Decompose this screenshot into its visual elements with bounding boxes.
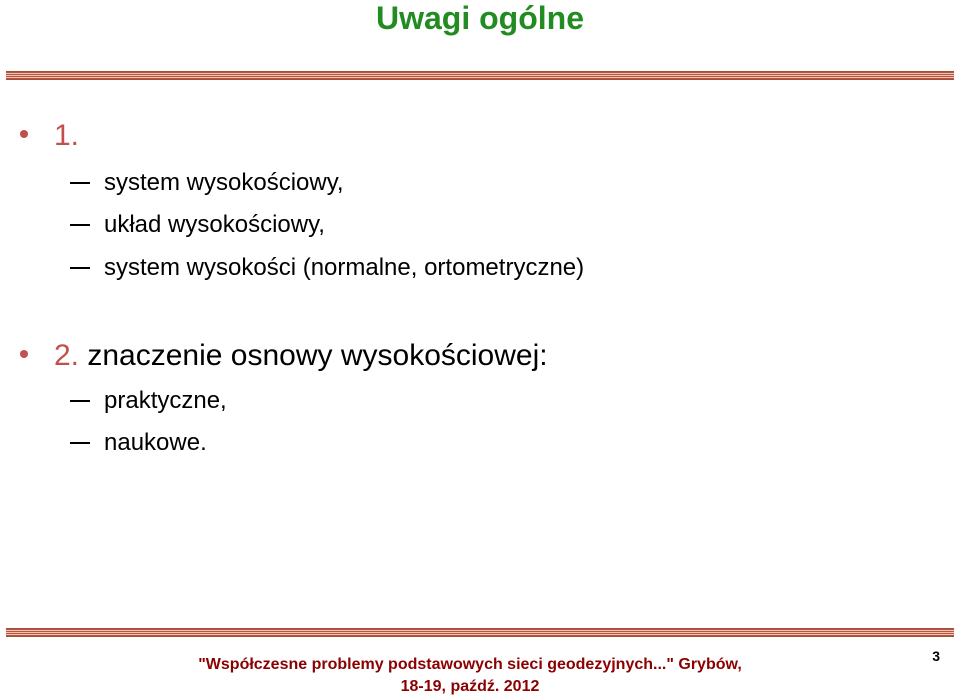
list-item — [70, 428, 207, 458]
list-item-text: układ wysokościowy, — [104, 211, 325, 238]
bottom-divider — [6, 628, 954, 637]
list-item — [70, 253, 584, 283]
top-divider — [6, 71, 954, 80]
dash-icon — [70, 442, 90, 444]
dash-icon — [70, 267, 90, 269]
footer-line-2: 18-19, paźdź. 2012 — [400, 678, 540, 695]
dash-icon — [70, 182, 90, 184]
list-item — [70, 210, 325, 240]
list-item-text: naukowe. — [104, 429, 207, 456]
bullet-dot-icon — [20, 350, 28, 358]
list-item-text: praktyczne, — [104, 387, 227, 414]
dash-icon — [70, 224, 90, 226]
slide-title: Uwagi ogólne — [376, 0, 584, 36]
list-item-text: system wysokościowy, — [104, 169, 344, 196]
section-1-number: 1. — [54, 119, 80, 152]
list-item-text: system wysokości (normalne, ortometryczne) — [104, 254, 585, 281]
bullet-section-2 — [20, 338, 548, 374]
page-number: 3 — [932, 648, 940, 664]
list-item — [70, 386, 227, 416]
bullet-dot-icon — [20, 130, 28, 138]
section-2-text: znaczenie osnowy wysokościowej: — [87, 339, 548, 372]
footer-line-1: "Współczesne problemy podstawowych sieci geodezyjnych..." Grybów, — [198, 656, 742, 673]
dash-icon — [70, 400, 90, 402]
bullet-section-1 — [20, 118, 79, 154]
section-2-number: 2. — [54, 339, 80, 372]
list-item — [70, 168, 344, 198]
